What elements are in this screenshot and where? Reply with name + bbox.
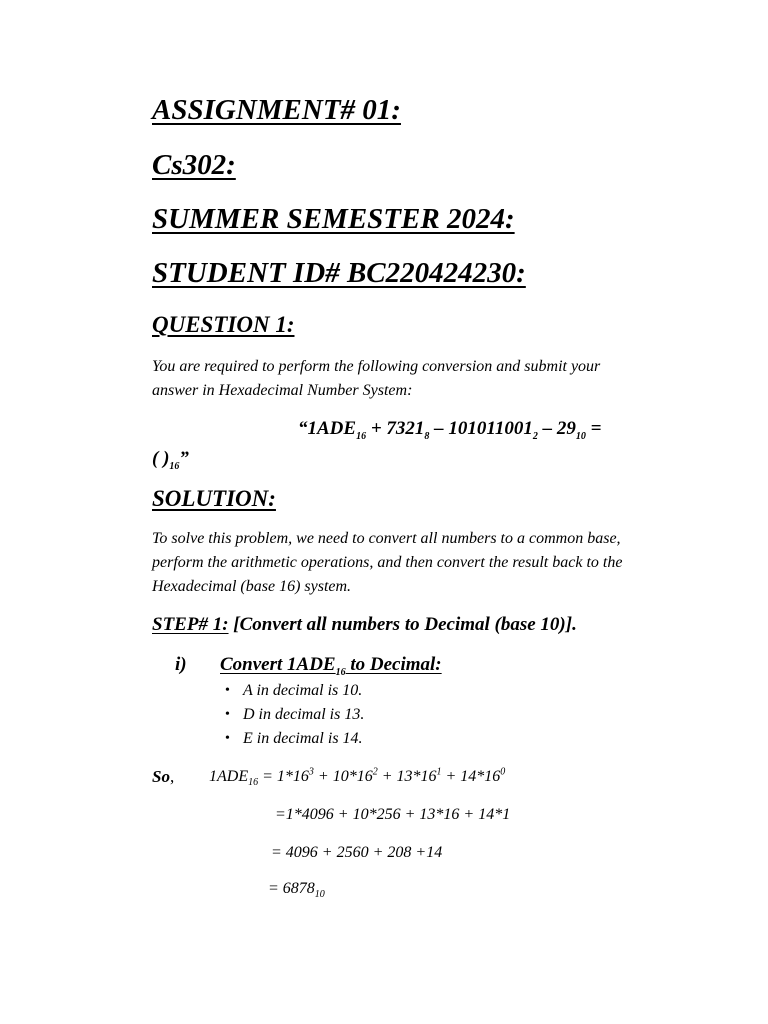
expr-part: “1ADE bbox=[298, 418, 357, 439]
solution-text: To solve this problem, we need to convert all numbers to a common base, perform the arithmetic operations, and then convert the result back to the Hexadecimal (base 16) system. bbox=[152, 530, 623, 595]
step-1-heading bbox=[152, 614, 577, 636]
expr-base: 16 bbox=[356, 430, 367, 442]
assignment-title: ASSIGNMENT# 01: bbox=[152, 94, 401, 126]
hex-digit-list bbox=[221, 679, 364, 751]
calc-exponent: 0 bbox=[500, 766, 506, 778]
list-item bbox=[221, 703, 364, 727]
expr-part: + 7321 bbox=[366, 418, 425, 439]
calc-line-3: = 4096 + 2560 + 208 +14 bbox=[271, 844, 443, 861]
calc-line-1 bbox=[209, 766, 506, 789]
sub-step-title-part: to Decimal: bbox=[345, 654, 442, 675]
conversion-expression bbox=[298, 418, 601, 440]
list-item bbox=[221, 727, 364, 751]
calc-part: + 14*16 bbox=[441, 768, 501, 785]
so-word: So bbox=[152, 767, 170, 786]
list-item-text: E in decimal is 14. bbox=[243, 730, 363, 747]
expr-base: 2 bbox=[532, 430, 538, 442]
calc-exponent: 3 bbox=[308, 766, 314, 778]
calc-exponent: 2 bbox=[372, 766, 378, 778]
expr-base: 16 bbox=[169, 460, 180, 472]
student-id-title: STUDENT ID# BC220424230: bbox=[152, 257, 526, 289]
conversion-expression-result bbox=[152, 448, 189, 470]
expr-part: ( ) bbox=[152, 448, 170, 469]
calc-part: 1ADE bbox=[209, 768, 249, 785]
calc-part: = 6878 bbox=[268, 880, 315, 897]
expr-part: – 101011001 bbox=[429, 418, 533, 439]
expr-base: 8 bbox=[424, 430, 430, 442]
so-label bbox=[152, 767, 174, 787]
calc-base: 16 bbox=[248, 777, 259, 789]
sub-step-title-part: Convert 1ADE bbox=[220, 654, 336, 675]
step-1-title: [Convert all numbers to Decimal (base 10)]. bbox=[228, 614, 577, 635]
so-comma: , bbox=[169, 767, 175, 786]
bullet-icon: • bbox=[225, 683, 230, 698]
expr-part: ” bbox=[179, 448, 189, 469]
bullet-icon: • bbox=[225, 707, 230, 722]
question-text: You are required to perform the following conversion and submit your answer in Hexadecimal Number System: bbox=[152, 358, 601, 399]
bullet-icon: • bbox=[225, 731, 230, 746]
calc-exponent: 1 bbox=[436, 766, 442, 778]
calc-line-4 bbox=[268, 880, 325, 901]
sub-step-base: 16 bbox=[335, 666, 346, 678]
step-1-label: STEP# 1: bbox=[152, 614, 229, 635]
course-code: Cs302: bbox=[152, 149, 236, 181]
list-item-text: A in decimal is 10. bbox=[243, 682, 363, 699]
calc-part: = 1*16 bbox=[258, 768, 309, 785]
calc-base: 10 bbox=[314, 889, 325, 901]
calc-line-2: =1*4096 + 10*256 + 13*16 + 14*1 bbox=[275, 806, 511, 823]
question-heading: QUESTION 1: bbox=[152, 312, 295, 337]
list-item-text: D in decimal is 13. bbox=[243, 706, 365, 723]
expr-base: 10 bbox=[575, 430, 586, 442]
semester-title: SUMMER SEMESTER 2024: bbox=[152, 203, 515, 235]
list-item bbox=[221, 679, 364, 703]
expr-part: – 29 bbox=[537, 418, 576, 439]
expr-part: = bbox=[585, 418, 602, 439]
sub-step-title bbox=[220, 654, 442, 676]
calc-part: + 10*16 bbox=[313, 768, 373, 785]
solution-heading: SOLUTION: bbox=[152, 486, 276, 511]
calc-part: + 13*16 bbox=[377, 768, 437, 785]
sub-step-numeral: i) bbox=[175, 654, 187, 675]
